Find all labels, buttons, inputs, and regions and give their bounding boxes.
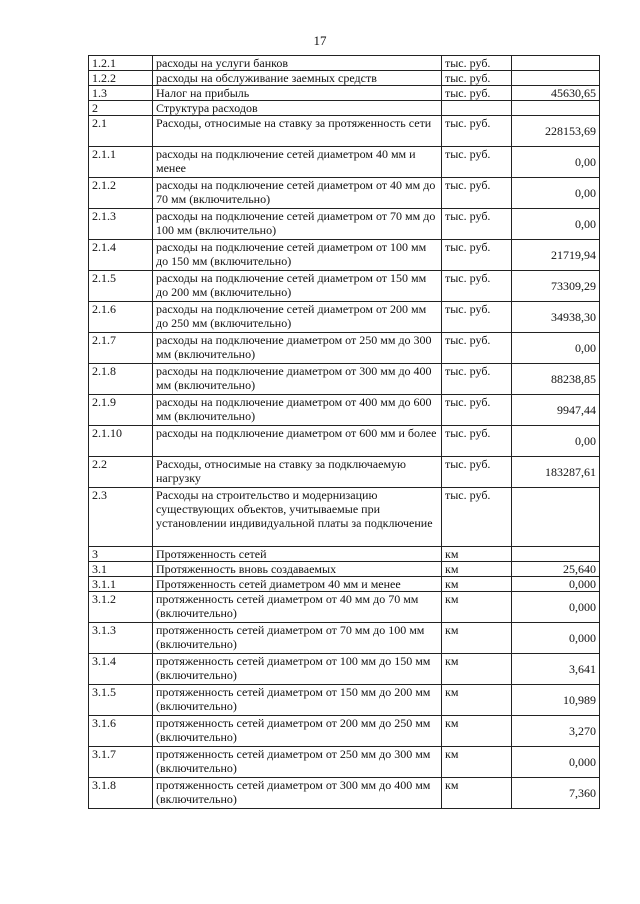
row-number-cell: 3.1.3 — [89, 623, 153, 654]
row-name-cell: протяженность сетей диаметром от 200 мм до 250 мм (включительно) — [153, 716, 442, 747]
row-unit-cell: тыс. руб. — [442, 457, 512, 488]
table-row — [89, 209, 600, 240]
row-name-cell: расходы на подключение сетей диаметром 40 мм и менее — [153, 147, 442, 178]
row-name-cell: расходы на услуги банков — [153, 56, 442, 71]
table-row — [89, 592, 600, 623]
row-unit-cell: км — [442, 778, 512, 809]
row-unit-cell: км — [442, 716, 512, 747]
row-name-cell: Расходы, относимые на ставку за подключаемую нагрузку — [153, 457, 442, 488]
row-number-cell: 2.1.3 — [89, 209, 153, 240]
row-name-cell: протяженность сетей диаметром от 250 мм до 300 мм (включительно) — [153, 747, 442, 778]
row-value-cell: 25,640 — [512, 562, 600, 577]
row-number-cell: 1.2.2 — [89, 71, 153, 86]
table-row — [89, 86, 600, 101]
table-row — [89, 685, 600, 716]
row-name-cell: Расходы, относимые на ставку за протяженность сети — [153, 116, 442, 147]
row-name-cell: Протяженность сетей диаметром 40 мм и менее — [153, 577, 442, 592]
row-number-cell: 2.1.2 — [89, 178, 153, 209]
table-row — [89, 747, 600, 778]
row-value-cell: 0,000 — [512, 623, 600, 654]
row-value-cell: 73309,29 — [512, 271, 600, 302]
row-unit-cell: тыс. руб. — [442, 86, 512, 101]
row-name-cell: Налог на прибыль — [153, 86, 442, 101]
row-number-cell: 2.1.9 — [89, 395, 153, 426]
row-name-cell: Структура расходов — [153, 101, 442, 116]
row-value-cell: 9947,44 — [512, 395, 600, 426]
row-name-cell: расходы на подключение сетей диаметром от 70 мм до 100 мм (включительно) — [153, 209, 442, 240]
row-unit-cell: тыс. руб. — [442, 56, 512, 71]
row-unit-cell: км — [442, 654, 512, 685]
row-value-cell: 21719,94 — [512, 240, 600, 271]
table-row — [89, 778, 600, 809]
row-number-cell: 2.1.7 — [89, 333, 153, 364]
row-unit-cell: тыс. руб. — [442, 178, 512, 209]
row-number-cell: 3.1.4 — [89, 654, 153, 685]
row-value-cell: 10,989 — [512, 685, 600, 716]
row-value-cell: 0,000 — [512, 747, 600, 778]
table-row — [89, 457, 600, 488]
row-unit-cell: тыс. руб. — [442, 426, 512, 457]
table-row — [89, 101, 600, 116]
row-name-cell: расходы на подключение сетей диаметром от 100 мм до 150 мм (включительно) — [153, 240, 442, 271]
table-row — [89, 562, 600, 577]
row-number-cell: 2.3 — [89, 488, 153, 547]
row-value-cell — [512, 101, 600, 116]
row-value-cell: 34938,30 — [512, 302, 600, 333]
row-unit-cell: тыс. руб. — [442, 240, 512, 271]
table-row — [89, 623, 600, 654]
row-number-cell: 3.1.2 — [89, 592, 153, 623]
row-unit-cell: км — [442, 577, 512, 592]
table-row — [89, 488, 600, 547]
table-row — [89, 426, 600, 457]
row-number-cell: 3.1 — [89, 562, 153, 577]
row-unit-cell: км — [442, 547, 512, 562]
row-name-cell: расходы на подключение диаметром от 300 мм до 400 мм (включительно) — [153, 364, 442, 395]
row-name-cell: протяженность сетей диаметром от 150 мм до 200 мм (включительно) — [153, 685, 442, 716]
table-row — [89, 240, 600, 271]
table-row — [89, 116, 600, 147]
row-value-cell: 0,00 — [512, 147, 600, 178]
row-number-cell: 2 — [89, 101, 153, 116]
row-name-cell: протяженность сетей диаметром от 40 мм до 70 мм (включительно) — [153, 592, 442, 623]
row-unit-cell: тыс. руб. — [442, 364, 512, 395]
row-number-cell: 2.2 — [89, 457, 153, 488]
table-row — [89, 364, 600, 395]
table-row — [89, 716, 600, 747]
row-number-cell: 2.1.10 — [89, 426, 153, 457]
table-row — [89, 333, 600, 364]
row-name-cell: Расходы на строительство и модернизацию существующих объектов, учитываемые при установлении индивидуальной платы за подключение — [153, 488, 442, 547]
row-number-cell: 2.1.4 — [89, 240, 153, 271]
table-row — [89, 395, 600, 426]
row-unit-cell: тыс. руб. — [442, 116, 512, 147]
table-row — [89, 577, 600, 592]
row-value-cell: 228153,69 — [512, 116, 600, 147]
row-name-cell: расходы на подключение диаметром от 400 мм до 600 мм (включительно) — [153, 395, 442, 426]
table-row — [89, 654, 600, 685]
row-unit-cell: км — [442, 592, 512, 623]
row-unit-cell: км — [442, 685, 512, 716]
row-value-cell: 3,641 — [512, 654, 600, 685]
row-value-cell — [512, 56, 600, 71]
row-name-cell: расходы на подключение диаметром от 250 мм до 300 мм (включительно) — [153, 333, 442, 364]
row-unit-cell: тыс. руб. — [442, 71, 512, 86]
row-value-cell: 183287,61 — [512, 457, 600, 488]
row-number-cell: 3.1.5 — [89, 685, 153, 716]
row-number-cell: 2.1 — [89, 116, 153, 147]
row-name-cell: протяженность сетей диаметром от 100 мм до 150 мм (включительно) — [153, 654, 442, 685]
cost-structure-table — [88, 55, 600, 809]
row-number-cell: 2.1.1 — [89, 147, 153, 178]
row-name-cell: расходы на подключение диаметром от 600 мм и более — [153, 426, 442, 457]
row-name-cell: протяженность сетей диаметром от 300 мм до 400 мм (включительно) — [153, 778, 442, 809]
row-name-cell: расходы на подключение сетей диаметром от 40 мм до 70 мм (включительно) — [153, 178, 442, 209]
row-number-cell: 2.1.6 — [89, 302, 153, 333]
row-value-cell: 0,000 — [512, 592, 600, 623]
row-value-cell: 45630,65 — [512, 86, 600, 101]
row-number-cell: 2.1.5 — [89, 271, 153, 302]
row-value-cell: 0,00 — [512, 209, 600, 240]
row-unit-cell: тыс. руб. — [442, 395, 512, 426]
row-unit-cell: тыс. руб. — [442, 271, 512, 302]
row-value-cell: 7,360 — [512, 778, 600, 809]
table-row — [89, 178, 600, 209]
row-value-cell: 3,270 — [512, 716, 600, 747]
row-value-cell: 0,000 — [512, 577, 600, 592]
row-name-cell: протяженность сетей диаметром от 70 мм до 100 мм (включительно) — [153, 623, 442, 654]
row-value-cell — [512, 71, 600, 86]
row-value-cell: 88238,85 — [512, 364, 600, 395]
table-row — [89, 71, 600, 86]
row-name-cell: Протяженность сетей — [153, 547, 442, 562]
row-unit-cell: тыс. руб. — [442, 333, 512, 364]
table-row — [89, 302, 600, 333]
table-row — [89, 271, 600, 302]
row-name-cell: Протяженность вновь создаваемых — [153, 562, 442, 577]
row-name-cell: расходы на подключение сетей диаметром от 200 мм до 250 мм (включительно) — [153, 302, 442, 333]
row-number-cell: 3.1.1 — [89, 577, 153, 592]
row-number-cell: 1.3 — [89, 86, 153, 101]
row-name-cell: расходы на подключение сетей диаметром от 150 мм до 200 мм (включительно) — [153, 271, 442, 302]
row-number-cell: 3.1.6 — [89, 716, 153, 747]
row-number-cell: 3.1.8 — [89, 778, 153, 809]
row-value-cell: 0,00 — [512, 178, 600, 209]
row-number-cell: 3.1.7 — [89, 747, 153, 778]
row-unit-cell: тыс. руб. — [442, 147, 512, 178]
row-number-cell: 2.1.8 — [89, 364, 153, 395]
table-row — [89, 547, 600, 562]
row-unit-cell: км — [442, 623, 512, 654]
row-unit-cell: км — [442, 562, 512, 577]
row-number-cell: 1.2.1 — [89, 56, 153, 71]
row-unit-cell: тыс. руб. — [442, 488, 512, 547]
row-unit-cell: тыс. руб. — [442, 302, 512, 333]
row-unit-cell: тыс. руб. — [442, 209, 512, 240]
page-number: 17 — [313, 33, 327, 48]
table-row — [89, 56, 600, 71]
table-body — [89, 56, 600, 809]
row-value-cell — [512, 547, 600, 562]
row-name-cell: расходы на обслуживание заемных средств — [153, 71, 442, 86]
row-unit-cell: км — [442, 747, 512, 778]
row-unit-cell — [442, 101, 512, 116]
row-value-cell: 0,00 — [512, 426, 600, 457]
row-value-cell: 0,00 — [512, 333, 600, 364]
row-value-cell — [512, 488, 600, 547]
row-number-cell: 3 — [89, 547, 153, 562]
table-row — [89, 147, 600, 178]
